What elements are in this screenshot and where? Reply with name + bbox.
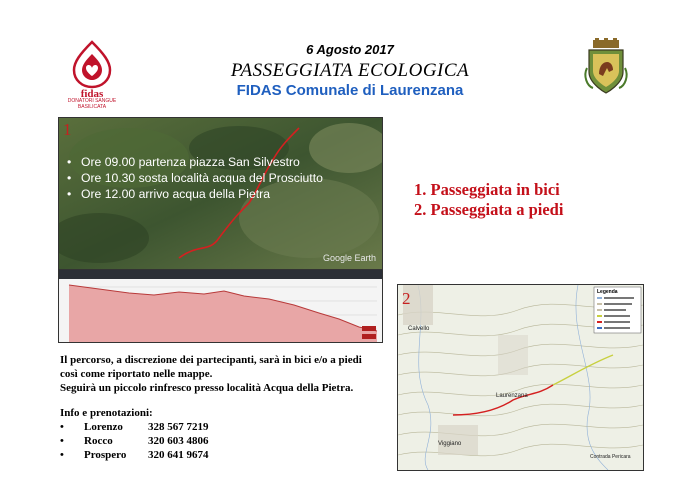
- fidas-logo-caption: [60, 98, 124, 110]
- place-pericara: Contrada Pericara: [590, 454, 631, 460]
- description-line: Seguirà un piccolo rinfresco presso località Acqua della Pietra.: [60, 382, 354, 394]
- page-title: PASSEGGIATA ECOLOGICA: [230, 60, 470, 81]
- map1-number: 1: [63, 120, 72, 139]
- event-date: 6 Agosto 2017: [306, 42, 394, 57]
- contact-item: • Lorenzo 328 567 7219: [60, 421, 209, 433]
- fidas-logo-line1: DONATORI SANGUE: [67, 98, 117, 104]
- schedule-list: [67, 154, 323, 202]
- description: [60, 353, 390, 395]
- contact-heading: Info e prenotazioni:: [60, 407, 153, 419]
- fidas-logo-line2: BASILICATA: [77, 104, 107, 110]
- description-line: Il percorso, a discrezione dei partecipanti, sarà in bici e/o a piedi: [60, 354, 362, 366]
- route-topographic-map: [397, 284, 644, 471]
- contact-item: • Prospero 320 641 9674: [60, 449, 209, 461]
- contact-item: • Rocco 320 603 4806: [60, 435, 209, 447]
- place-calvello: Calvello: [408, 326, 430, 332]
- schedule-item: • Ore 12.00 arrivo acqua della Pietra: [67, 187, 271, 201]
- legend-title: Legenda: [597, 289, 618, 295]
- municipal-crest-icon: [583, 38, 629, 96]
- place-laurenzana: Laurenzana: [496, 393, 528, 399]
- option-bike: 1. Passeggiata in bici: [414, 180, 560, 199]
- route-satellite-map: [58, 117, 383, 271]
- fidas-logo: [66, 40, 118, 98]
- elevation-profile-toolbar: [59, 270, 382, 279]
- map2-number: 2: [402, 289, 411, 308]
- schedule-item: • Ore 10.30 sosta località acqua del Prosciutto: [67, 171, 323, 185]
- contact-info: [60, 406, 209, 462]
- option-walk: 2. Passeggiata a piedi: [414, 200, 564, 219]
- place-viggiano: Viggiano: [438, 441, 462, 447]
- description-line: così come riportato nelle mappe.: [60, 368, 213, 380]
- page-subtitle: FIDAS Comunale di Laurenzana: [236, 82, 464, 99]
- fidas-logo-wordmark: fidas: [80, 88, 104, 98]
- google-earth-watermark: Google Earth: [322, 253, 376, 263]
- activity-options: [414, 180, 563, 220]
- elevation-profile: [58, 269, 383, 343]
- schedule-item: • Ore 09.00 partenza piazza San Silvestro: [67, 155, 300, 169]
